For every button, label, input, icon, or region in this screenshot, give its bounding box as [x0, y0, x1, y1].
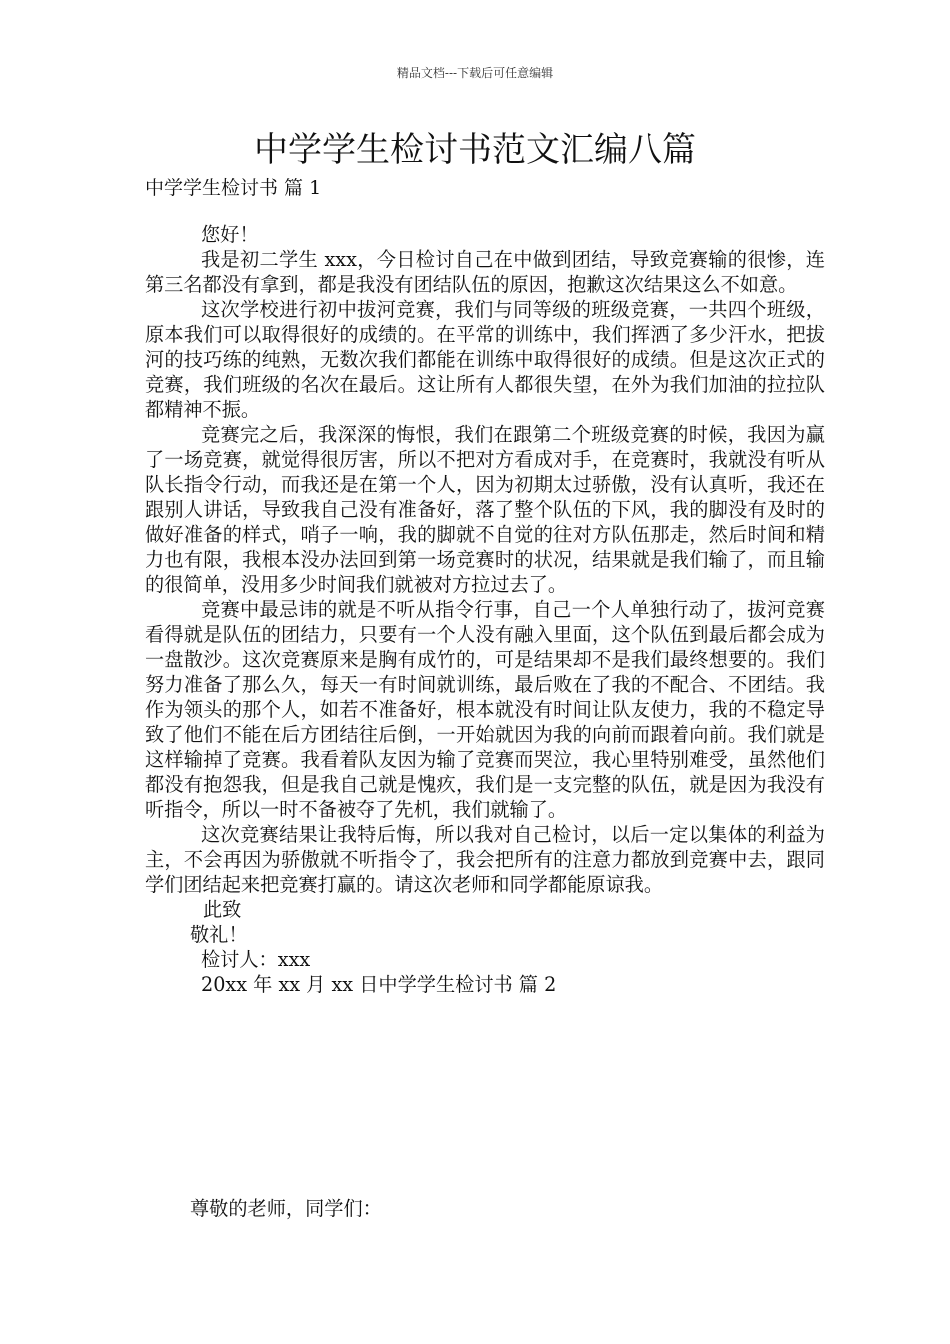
document-title: 中学学生检讨书范文汇编八篇	[254, 130, 696, 170]
paragraph-4: 竞赛中最忌讳的就是不听从指令行事，自己一个人单独行动了，拔河竞赛看得就是队伍的团结力，只要有一个人没有融入里面，这个队伍到最后都会成为一盘散沙。这次竞赛原来是胸有成竹的，可是结果却不是我们最终想要的。我们努力准备了那么久，每天一有时间就训练，最后败在了我的不配合、不团结。我作为领头的那个人，如若不准备好，根本就没有时间让队友使力，我的不稳定导致了他们不能在后方团结往后倒，一开始就因为我的向前而跟着向前。我们就是这样输掉了竞赛。我看着队友因为输了竞赛而哭泣，我心里特别难受，虽然他们都没有抱怨我，但是我自己就是愧疚，我们是一支完整的队伍，就是因为我没有听指令，所以一时不备被夺了先机，我们就输了。	[145, 598, 825, 821]
section-1-heading: 中学学生检讨书 篇 1	[145, 177, 322, 199]
closing-line-2: 敬礼！	[190, 923, 248, 946]
section-2-salutation: 尊敬的老师，同学们：	[190, 1197, 382, 1220]
header-note: 精品文档---下载后可任意编辑	[396, 66, 554, 80]
paragraph-5: 这次竞赛结果让我特后悔，所以我对自己检讨，以后一定以集体的利益为主，不会再因为骄傲就不听指令了，我会把所有的注意力都放到竞赛中去，跟同学们团结起来把竞赛打赢的。请这次老师和同学都能原谅我。	[145, 823, 825, 896]
document-body	[145, 222, 825, 997]
paragraph-3: 竞赛完之后，我深深的悔恨，我们在跟第二个班级竞赛的时候，我因为赢了一场竞赛，就觉得很厉害，所以不把对方看成对手，在竞赛时，我就没有听从队长指令行动，而我还是在第一个人，因为初期太过骄傲，没有认真听，我还在跟别人讲话，导致我自己没有准备好，落了整个队伍的下风，我的脚没有及时的做好准备的样式，哨子一响，我的脚就不自觉的往对方队伍那走，然后时间和精力也有限，我根本没办法回到第一场竞赛时的状况，结果就是我们输了，而且输的很简单，没用多少时间我们就被对方拉过去了。	[145, 423, 825, 596]
signer: 检讨人：xxx	[201, 948, 311, 971]
paragraph-2: 这次学校进行初中拔河竞赛，我们与同等级的班级竞赛，一共四个班级，原本我们可以取得很好的成绩的。在平常的训练中，我们挥洒了多少汗水，把拔河的技巧练的纯熟，无数次我们都能在训练中取得很好的成绩。但是这次正式的竞赛，我们班级的名次在最后。这让所有人都很失望，在外为我们加油的拉拉队都精神不振。	[145, 298, 825, 421]
date-and-section-2-heading: 20xx 年 xx 月 xx 日中学学生检讨书 篇 2	[201, 973, 557, 996]
paragraph-1: 我是初二学生 xxx，今日检讨自己在中做到团结，导致竞赛输的很惨，连第三名都没有拿到，都是我没有团结队伍的原因，抱歉这次结果这么不如意。	[145, 248, 825, 296]
closing-line-1: 此致	[203, 898, 242, 921]
salutation: 您好！	[201, 223, 259, 246]
